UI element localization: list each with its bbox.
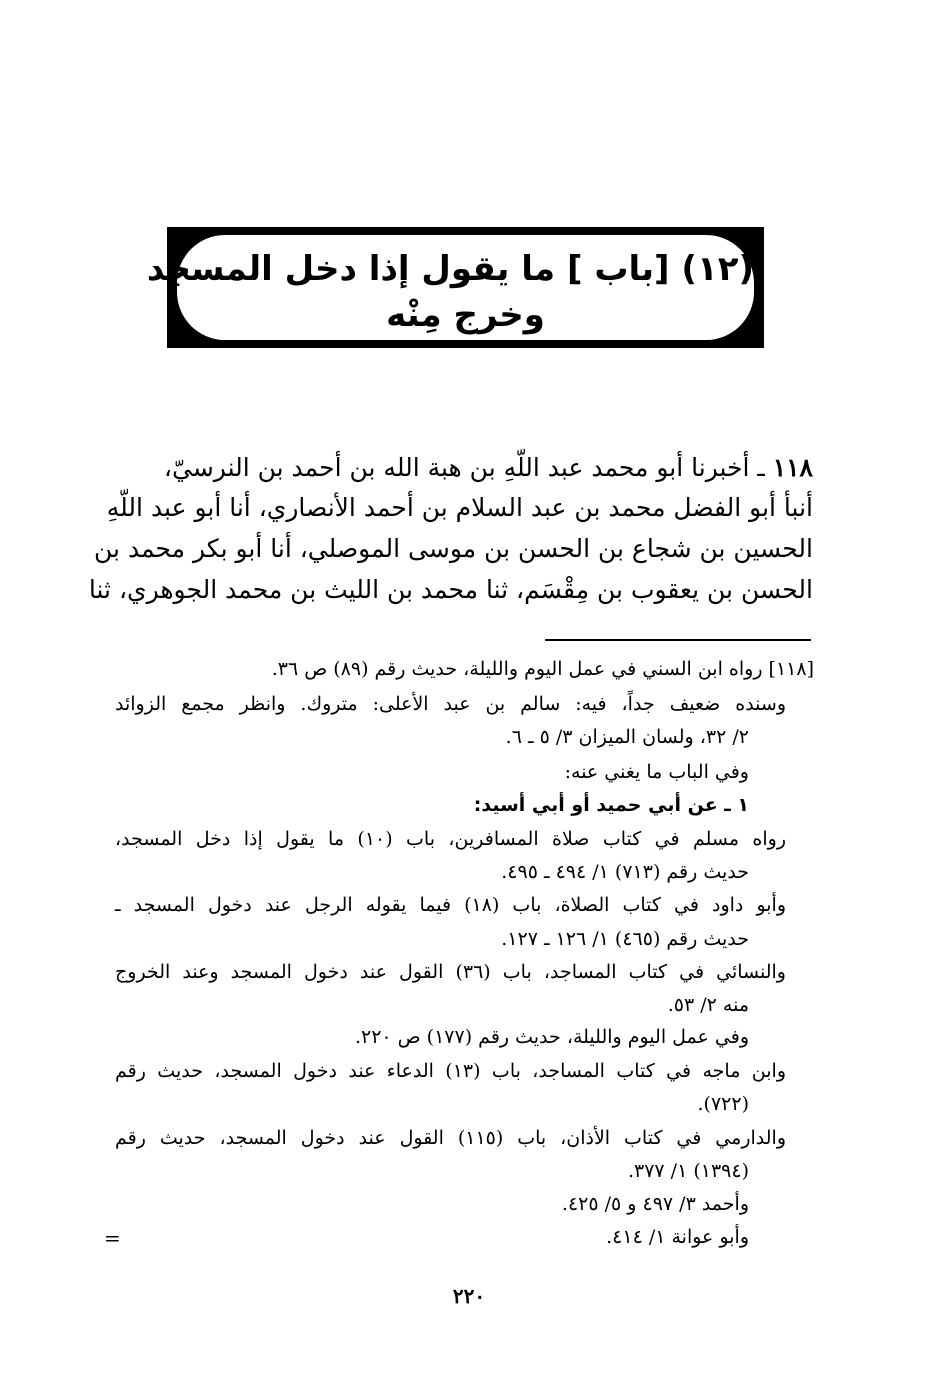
chapter-title-line-1: (١٢) [باب ] ما يقول إذا دخل المسجد — [146, 249, 754, 289]
footnote-line-18: وأبو عوانة ١/ ٤١٤. — [606, 1226, 749, 1248]
footnote-line-12: وفي عمل اليوم والليلة، حديث رقم (١٧٧) ص ٢٢٠. — [354, 1026, 749, 1048]
footnote-line-8: وأبو داود في كتاب الصلاة، باب (١٨) فيما يقوله الرجل عند دخول المسجد ـ — [115, 894, 787, 916]
chapter-heading-frame — [146, 227, 764, 348]
footnote-line-9: حديث رقم (٤٦٥) ١/ ١٢٦ ـ ١٢٧. — [501, 928, 749, 950]
main-text-line-1-body: ـ أخبرنا أبو محمد عبد اللّهِ بن هبة الله بن أحمد بن النرسيّ، — [163, 453, 765, 482]
footnote-line-1: [١١٨] رواه ابن السني في عمل اليوم والليلة، حديث رقم (٨٩) ص ٣٦. — [271, 658, 814, 680]
main-text-line-1 — [110, 452, 813, 484]
main-text-line-3: الحسين بن شجاع بن الحسن بن موسى الموصلي، أنا أبو بكر محمد بن — [94, 534, 813, 563]
main-text-line-2: أنبأ أبو الفضل محمد بن عبد السلام بن أحمد الأنصاري، أنا أبو عبد اللّهِ — [106, 493, 813, 522]
footnote-line-14: (٧٢٢). — [697, 1093, 749, 1115]
chapter-heading-box — [146, 235, 754, 340]
footnote-line-17: وأحمد ٣/ ٤٩٧ و ٥/ ٤٢٥. — [561, 1193, 749, 1215]
footnote-line-5: ١ ـ عن أبي حميد أو أبي أسيد: — [473, 794, 749, 816]
footnote-line-3: ٢/ ٣٢، ولسان الميزان ٣/ ٥ ـ ٦. — [505, 726, 749, 748]
footnote-line-10: والنسائي في كتاب المساجد، باب (٣٦) القول عند دخول المسجد وعند الخروج — [115, 961, 786, 983]
footnote-line-2: وسنده ضعيف جداً، فيه: سالم بن عبد الأعلى: متروك. وانظر مجمع الزوائد — [115, 693, 786, 715]
page-number: ٢٢٠ — [452, 1284, 486, 1308]
footnote-line-11: منه ٢/ ٥٣. — [667, 994, 749, 1016]
footnote-line-4: وفي الباب ما يغني عنه: — [564, 761, 749, 783]
footnote-line-15: والدارمي في كتاب الأذان، باب (١١٥) القول عند دخول المسجد، حديث رقم — [115, 1127, 786, 1149]
chapter-title-line-2: وخرج مِنْه — [386, 295, 545, 335]
footnote-divider — [545, 639, 811, 641]
continuation-mark: = — [104, 1226, 121, 1250]
hadith-number: ١١٨ — [772, 453, 813, 482]
footnote-line-13: وابن ماجه في كتاب المساجد، باب (١٣) الدعاء عند دخول المسجد، حديث رقم — [115, 1060, 786, 1082]
main-text-line-4: الحسن بن يعقوب بن مِقْسَم، ثنا محمد بن الليث بن محمد الجوهري، ثنا — [88, 575, 813, 604]
footnote-line-16: (١٣٩٤) ١/ ٣٧٧. — [627, 1160, 749, 1182]
footnote-line-6: رواه مسلم في كتاب صلاة المسافرين، باب (١٠) ما يقول إذا دخل المسجد، — [115, 828, 786, 850]
footnote-line-7: حديث رقم (٧١٣) ١/ ٤٩٤ ـ ٤٩٥. — [501, 861, 749, 883]
